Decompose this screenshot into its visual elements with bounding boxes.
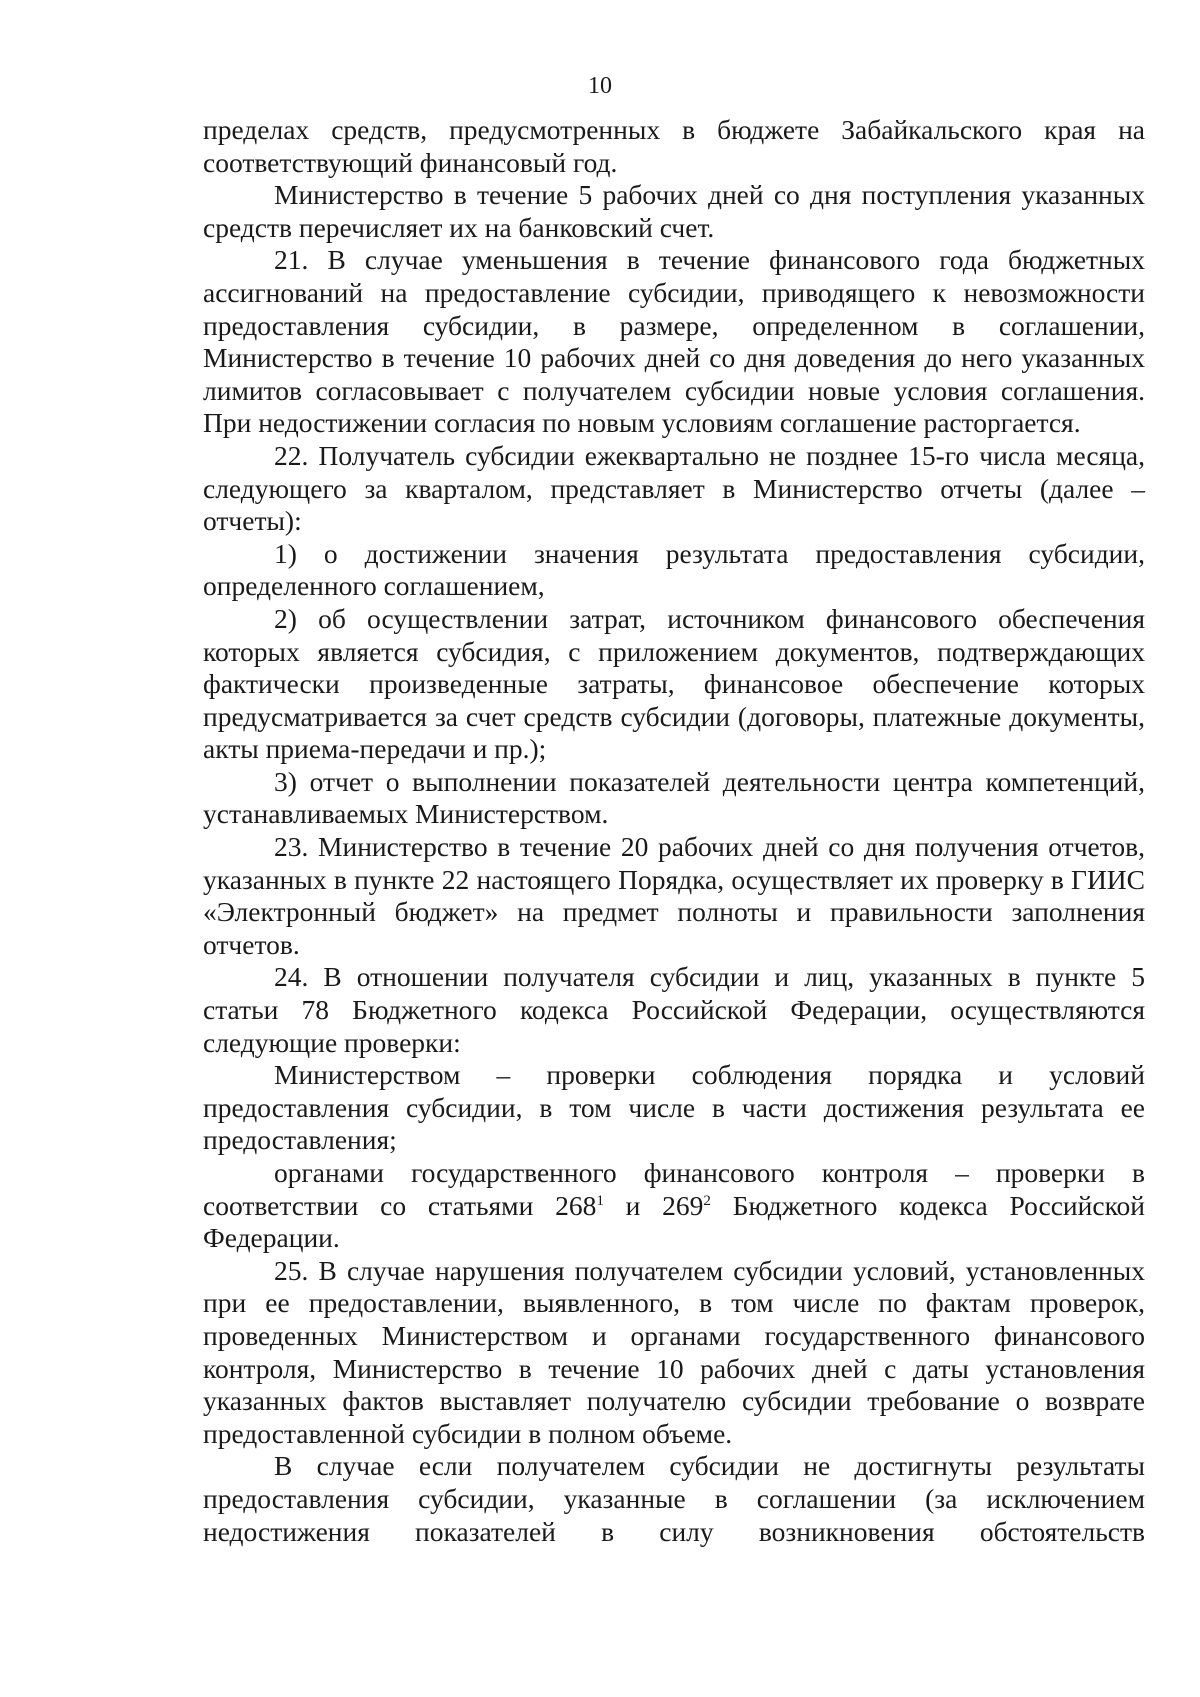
paragraph-item-2: 2) об осуществлении затрат, источником финансового обеспечения которых является субсидия, с приложением документов, подтверждающих фактически произведенные затраты, финансовое обеспечение которых предусматривается за счет средств субсидии (договоры, платежные документы, акты приема-передачи и пр.); [203, 602, 1145, 765]
document-body [203, 114, 1145, 1548]
paragraph-clause-21: 21. В случае уменьшения в течение финансового года бюджетных ассигнований на предоставление субсидии, приводящего к невозможности предоставления субсидии, в размере, определенном в соглашении, Министерство в течение 10 рабочих дней со дня доведения до него указанных лимитов согласовывает с получателем субсидии новые условия соглашения. При недостижении согласия по новым условиям соглашение расторгается. [203, 244, 1145, 439]
paragraph-results-not-achieved: В случае если получателем субсидии не достигнуты результаты предоставления субсидии, указанные в соглашении (за исключением недостижения показателей в силу возникновения обстоятельств [203, 1450, 1145, 1547]
paragraph-clause-24: 24. В отношении получателя субсидии и лиц, указанных в пункте 5 статьи 78 Бюджетного кодекса Российской Федерации, осуществляются следующие проверки: [203, 961, 1145, 1058]
page-number: 10 [588, 73, 612, 99]
paragraph-ministry-checks: Министерством – проверки соблюдения порядка и условий предоставления субсидии, в том числе в части достижения результата ее предоставления; [203, 1059, 1145, 1156]
superscript-2: 2 [703, 1192, 711, 1209]
paragraph-transfer-funds: Министерство в течение 5 рабочих дней со дня поступления указанных средств перечисляет их на банковский счет. [203, 179, 1145, 243]
paragraph-item-3: 3) отчет о выполнении показателей деятельности центра компетенций, устанавливаемых Министерством. [203, 765, 1145, 830]
paragraph-clause-25: 25. В случае нарушения получателем субсидии условий, установленных при ее предоставлении, выявленного, в том числе по фактам проверок, проведенных Министерством и органами государственного финансового контроля, Министерство в течение 10 рабочих дней с даты установления указанных фактов выставляет получателю субсидии требование о возврате предоставленной субсидии в полном объеме. [203, 1254, 1145, 1449]
paragraph-clause-22: 22. Получатель субсидии ежеквартально не позднее 15-го числа месяца, следующего за кварталом, представляет в Министерство отчеты (далее – отчеты): [203, 439, 1145, 537]
financial-control-text-part-3: Бюджетного кодекса Российской Федерации. [203, 1189, 1145, 1254]
paragraph-financial-control-checks [203, 1157, 1145, 1255]
financial-control-text-part-2: и 269 [603, 1189, 704, 1221]
financial-control-text-part-1: органами государственного финансового контроля – проверки в соответствии со статьями 268 [203, 1157, 1145, 1221]
paragraph-clause-23: 23. Министерство в течение 20 рабочих дней со дня получения отчетов, указанных в пункте 22 настоящего Порядка, осуществляет их проверку в ГИИС «Электронный бюджет» на предмет полноты и правильности заполнения отчетов. [203, 831, 1145, 960]
superscript-1: 1 [596, 1192, 604, 1209]
paragraph-item-1: 1) о достижении значения результата предоставления субсидии, определенного соглашением, [203, 537, 1145, 602]
paragraph-continuation: пределах средств, предусмотренных в бюджете Забайкальского края на соответствующий финансовый год. [203, 114, 1145, 178]
